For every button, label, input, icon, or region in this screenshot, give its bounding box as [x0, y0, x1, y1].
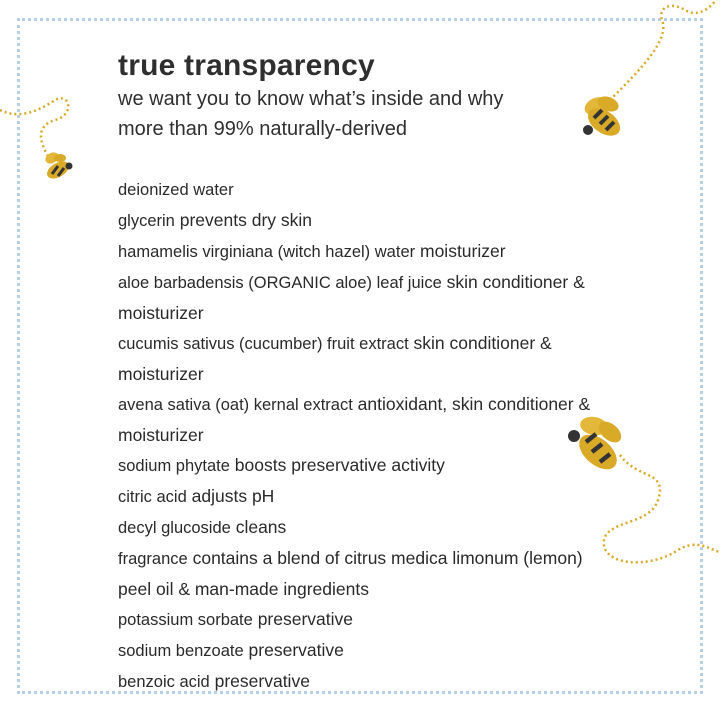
ingredient-name: decyl glucoside [118, 519, 231, 537]
ingredient-purpose: boosts preservative activity [234, 455, 445, 475]
ingredient-item [118, 604, 598, 635]
ingredient-item [118, 481, 598, 512]
ingredient-name: deionized water [118, 181, 234, 199]
ingredient-name: cucumis sativus (cucumber) fruit extract [118, 335, 409, 353]
ingredient-list [118, 174, 598, 697]
bee-icon [40, 148, 76, 184]
ingredient-name: potassium sorbate [118, 611, 253, 629]
ingredient-item [118, 512, 598, 543]
ingredients-panel [118, 48, 598, 713]
ingredient-name: avena sativa (oat) kernal extract [118, 396, 353, 414]
ingredient-item [118, 389, 598, 450]
subtitle-line-1: we want you to know what’s inside and why [118, 88, 504, 110]
page-title: true transparency [118, 49, 375, 82]
ingredient-purpose: skin conditioner & moisturizer [118, 272, 585, 323]
ingredient-purpose: prevents dry skin [179, 210, 313, 230]
ingredient-purpose: contains a blend of citrus medica limonum (lemon) peel oil & man-made ingredients [118, 548, 583, 599]
ingredient-name: hamamelis virginiana (witch hazel) water [118, 243, 416, 261]
ingredient-item [118, 174, 598, 205]
ingredient-name: citric acid [118, 488, 187, 506]
ingredient-item [118, 205, 598, 236]
ingredient-item [118, 635, 598, 666]
ingredient-name: sodium benzoate [118, 642, 244, 660]
ingredient-item [118, 450, 598, 481]
ingredient-name: sodium phytate [118, 457, 230, 475]
ingredient-name: benzoic acid [118, 673, 210, 691]
ingredient-purpose: preservative [214, 671, 310, 691]
ingredient-item [118, 328, 598, 389]
ingredient-purpose: adjusts pH [191, 486, 275, 506]
ingredient-purpose: moisturizer [420, 241, 506, 261]
ingredient-purpose: cleans [235, 517, 287, 537]
ingredient-purpose: antioxidant, skin conditioner & moisturizer [118, 394, 591, 445]
subtitle-line-2: more than 99% naturally-derived [118, 118, 408, 140]
ingredient-item [118, 236, 598, 267]
ingredient-item [118, 267, 598, 328]
ingredient-purpose: preservative [257, 609, 354, 629]
ingredient-name: glycerin [118, 212, 175, 230]
ingredient-purpose: preservative [248, 640, 344, 660]
ingredient-name: aloe barbadensis (ORGANIC aloe) leaf juice [118, 274, 442, 292]
ingredient-item [118, 543, 598, 604]
ingredient-name: fragrance [118, 550, 188, 568]
ingredient-purpose: skin conditioner & moisturizer [118, 333, 552, 384]
ingredient-item [118, 666, 598, 697]
